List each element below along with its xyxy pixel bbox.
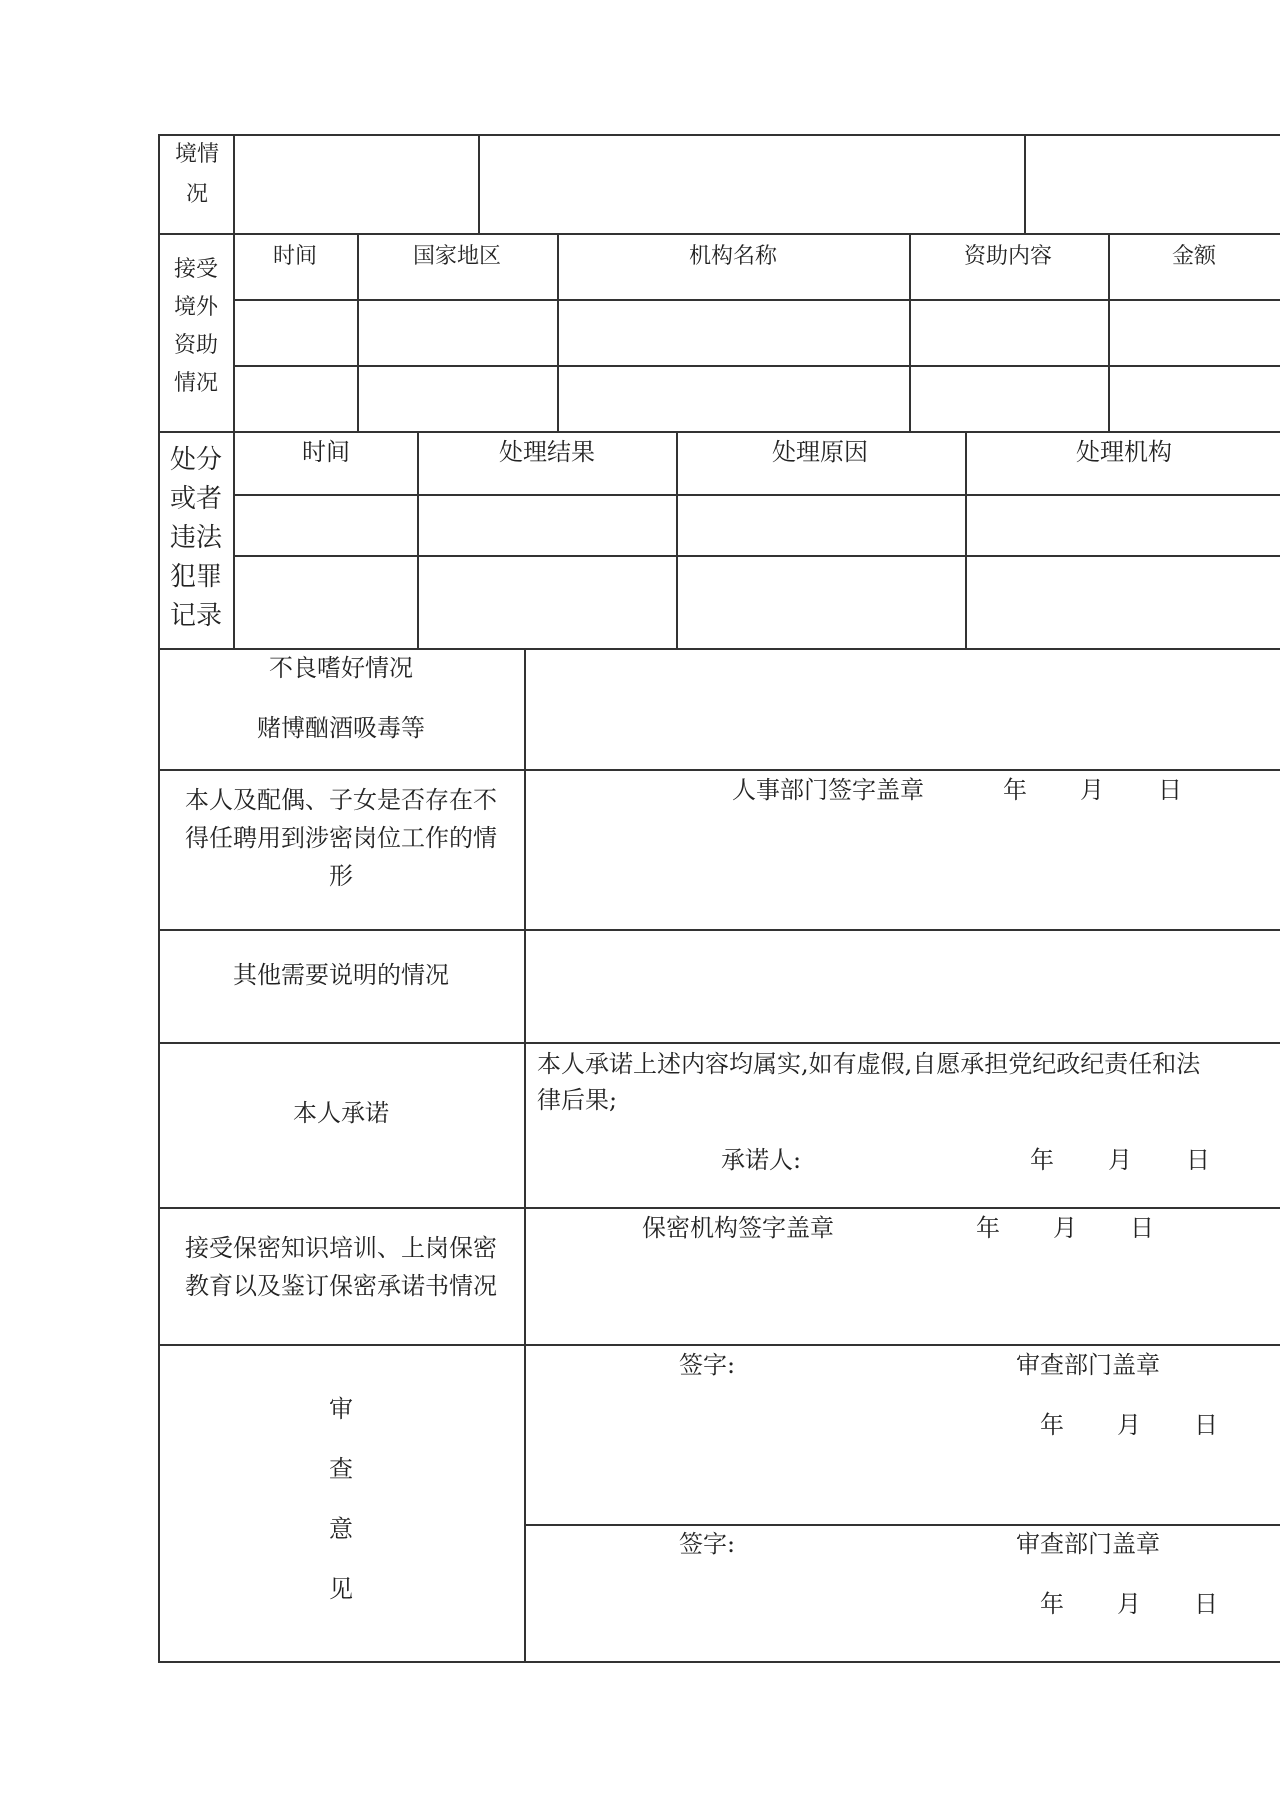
review2-date-year: 年 <box>1040 1590 1064 1618</box>
review1-signature: 签字: <box>679 1351 736 1379</box>
funding-header-content: 资助内容 <box>963 244 1053 269</box>
col-divider <box>417 431 419 649</box>
row-divider <box>158 1042 1280 1044</box>
row-divider <box>158 769 1280 771</box>
promise-date-month: 月 <box>1108 1146 1132 1174</box>
row-divider <box>234 365 1280 367</box>
review2-dept-stamp: 审查部门盖章 <box>1016 1530 1160 1558</box>
funding-header-time: 时间 <box>272 244 318 269</box>
review-label: 审 查 意 见 <box>329 1395 353 1603</box>
col-divider <box>676 431 678 649</box>
promise-text-line1: 本人承诺上述内容均属实,如有虚假,自愿承担党纪政纪责任和法 <box>537 1050 1201 1078</box>
training-date-month: 月 <box>1053 1214 1077 1242</box>
col-divider <box>1024 134 1026 234</box>
row-divider <box>158 233 1280 235</box>
row-divider <box>234 555 1280 557</box>
row-divider <box>158 648 1280 650</box>
col-divider <box>478 134 480 234</box>
table-border-top <box>158 134 1280 136</box>
restriction-label-line1: 本人及配偶、子女是否存在不 <box>185 786 497 814</box>
hr-date-year: 年 <box>1003 776 1027 804</box>
col-divider <box>524 648 526 1662</box>
review2-signature: 签字: <box>679 1530 736 1558</box>
restriction-label-line2: 得任聘用到涉密岗位工作的情 <box>185 824 497 852</box>
review-form <box>158 134 1280 1662</box>
funding-label: 接受 境外 资助 情况 <box>173 257 218 396</box>
review2-date-day: 日 <box>1194 1590 1218 1618</box>
col-divider <box>1108 233 1110 432</box>
penalty-header-reason: 处理原因 <box>772 438 868 466</box>
col-divider <box>965 431 967 649</box>
funding-header-organization: 机构名称 <box>688 244 778 269</box>
row-divider <box>158 1207 1280 1209</box>
training-label-line1: 接受保密知识培训、上岗保密 <box>185 1234 497 1262</box>
review1-date-month: 月 <box>1117 1411 1141 1439</box>
training-label-line2: 教育以及鉴订保密承诺书情况 <box>185 1272 497 1300</box>
promise-label: 本人承诺 <box>293 1099 389 1127</box>
col-divider <box>357 233 359 432</box>
hr-date-month: 月 <box>1080 776 1104 804</box>
penalty-label: 处分 或者 违法 犯罪 记录 <box>169 445 222 631</box>
table-border-bottom <box>158 1661 1280 1663</box>
col-divider <box>557 233 559 432</box>
training-date-day: 日 <box>1130 1214 1154 1242</box>
row-divider <box>158 929 1280 931</box>
penalty-header-time: 时间 <box>302 438 350 466</box>
funding-header-country: 国家地区 <box>412 244 502 269</box>
row-divider <box>158 1344 1280 1346</box>
abroad-label-line2: 况 <box>186 182 209 207</box>
col-divider <box>909 233 911 432</box>
abroad-label-line1: 境情 <box>175 142 220 167</box>
promise-signer: 承诺人: <box>721 1146 802 1174</box>
security-office-stamp: 保密机构签字盖章 <box>642 1214 834 1242</box>
training-date-year: 年 <box>976 1214 1000 1242</box>
promise-date-year: 年 <box>1030 1146 1054 1174</box>
promise-text-line2: 律后果; <box>537 1086 618 1114</box>
habits-examples: 赌博酗酒吸毒等 <box>257 714 425 742</box>
hr-date-day: 日 <box>1158 776 1182 804</box>
review1-date-day: 日 <box>1194 1411 1218 1439</box>
review2-date-month: 月 <box>1117 1590 1141 1618</box>
row-divider <box>158 431 1280 433</box>
review1-date-year: 年 <box>1040 1411 1064 1439</box>
row-divider <box>234 494 1280 496</box>
funding-header-amount: 金额 <box>1171 244 1217 269</box>
restriction-label-line3: 形 <box>329 862 353 890</box>
other-notes-label: 其他需要说明的情况 <box>233 961 449 989</box>
habits-label: 不良嗜好情况 <box>269 654 413 682</box>
row-divider <box>234 299 1280 301</box>
penalty-header-result: 处理结果 <box>499 438 595 466</box>
hr-signature-stamp: 人事部门签字盖章 <box>732 776 924 804</box>
promise-date-day: 日 <box>1186 1146 1210 1174</box>
penalty-header-agency: 处理机构 <box>1076 438 1172 466</box>
review1-dept-stamp: 审查部门盖章 <box>1016 1351 1160 1379</box>
row-divider <box>524 1524 1280 1526</box>
